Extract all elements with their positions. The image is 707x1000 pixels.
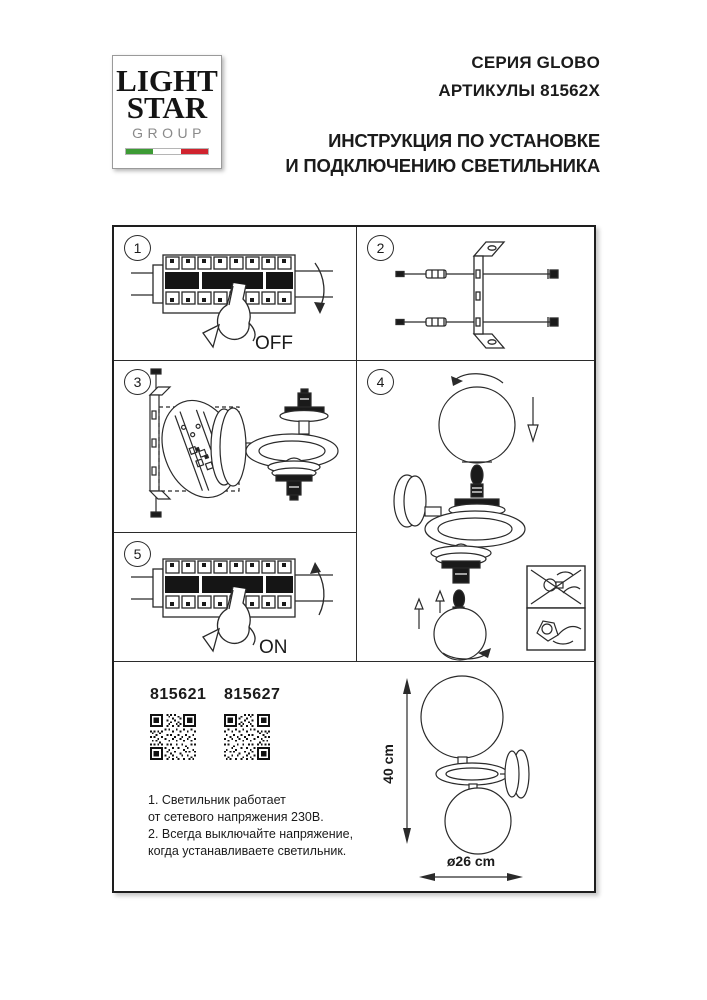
- step-5-number-badge: 5: [124, 541, 151, 567]
- instruction-title: [285, 128, 600, 178]
- qr-code-815621: [150, 714, 196, 760]
- step-1-number-badge: 1: [124, 235, 151, 261]
- lightstar-logo: [112, 55, 222, 169]
- dimensions-diagram: [369, 664, 551, 888]
- note-line-4: когда устанавливаете светильник.: [148, 844, 347, 858]
- series-title: СЕРИЯ GLOBO: [471, 53, 600, 72]
- step-1-panel: [114, 227, 357, 361]
- note-line-1: 1. Светильник работает: [148, 793, 286, 807]
- bracket-screws-diagram: [382, 234, 572, 356]
- step-5-panel: [114, 533, 357, 662]
- globe-assembly-diagram: [357, 361, 594, 661]
- flag-white: [153, 149, 180, 154]
- header-titles: [285, 53, 600, 178]
- wall-mount-assembly-diagram: [126, 363, 346, 529]
- logo-word-group: GROUP: [132, 125, 206, 141]
- diameter-dimension-label: ø26 cm: [446, 853, 496, 869]
- article-number-left: 815621: [150, 686, 207, 703]
- step-3-panel: [114, 361, 357, 533]
- flag-green: [126, 149, 153, 154]
- breaker-on-diagram: [129, 543, 343, 661]
- rotate-down-arrow: [315, 263, 324, 309]
- on-label: ON: [259, 637, 288, 658]
- rotate-up-arrow: [315, 567, 324, 615]
- height-dimension-label: 40 cm: [380, 744, 396, 784]
- instruction-title-line2: И ПОДКЛЮЧЕНИЮ СВЕТИЛЬНИКА: [285, 155, 600, 176]
- instruction-title-line1: ИНСТРУКЦИЯ ПО УСТАНОВКЕ: [328, 130, 600, 151]
- articles-title: АРТИКУЛЫ 81562X: [438, 81, 600, 100]
- italian-flag-bar: [125, 148, 209, 155]
- flag-red: [181, 149, 208, 154]
- note-line-2: от сетевого напряжения 230В.: [148, 810, 324, 824]
- qr-code-815627: [224, 714, 270, 760]
- step-2-panel: [357, 227, 594, 361]
- step-4-number-badge: 4: [367, 369, 394, 395]
- step-3-number-badge: 3: [124, 369, 151, 395]
- logo-word-star: STAR: [126, 90, 208, 125]
- footer-panel: [114, 662, 594, 891]
- article-number-right: 815627: [224, 686, 281, 703]
- logo-word-light: LIGHT: [116, 63, 218, 98]
- step-4-panel: [357, 361, 594, 662]
- note-line-3: 2. Всегда выключайте напряжение,: [148, 827, 354, 841]
- breaker-off-diagram: [129, 239, 343, 357]
- step-2-number-badge: 2: [367, 235, 394, 261]
- safety-notes: [148, 792, 353, 860]
- off-label: OFF: [255, 333, 293, 354]
- instruction-grid: [112, 225, 596, 893]
